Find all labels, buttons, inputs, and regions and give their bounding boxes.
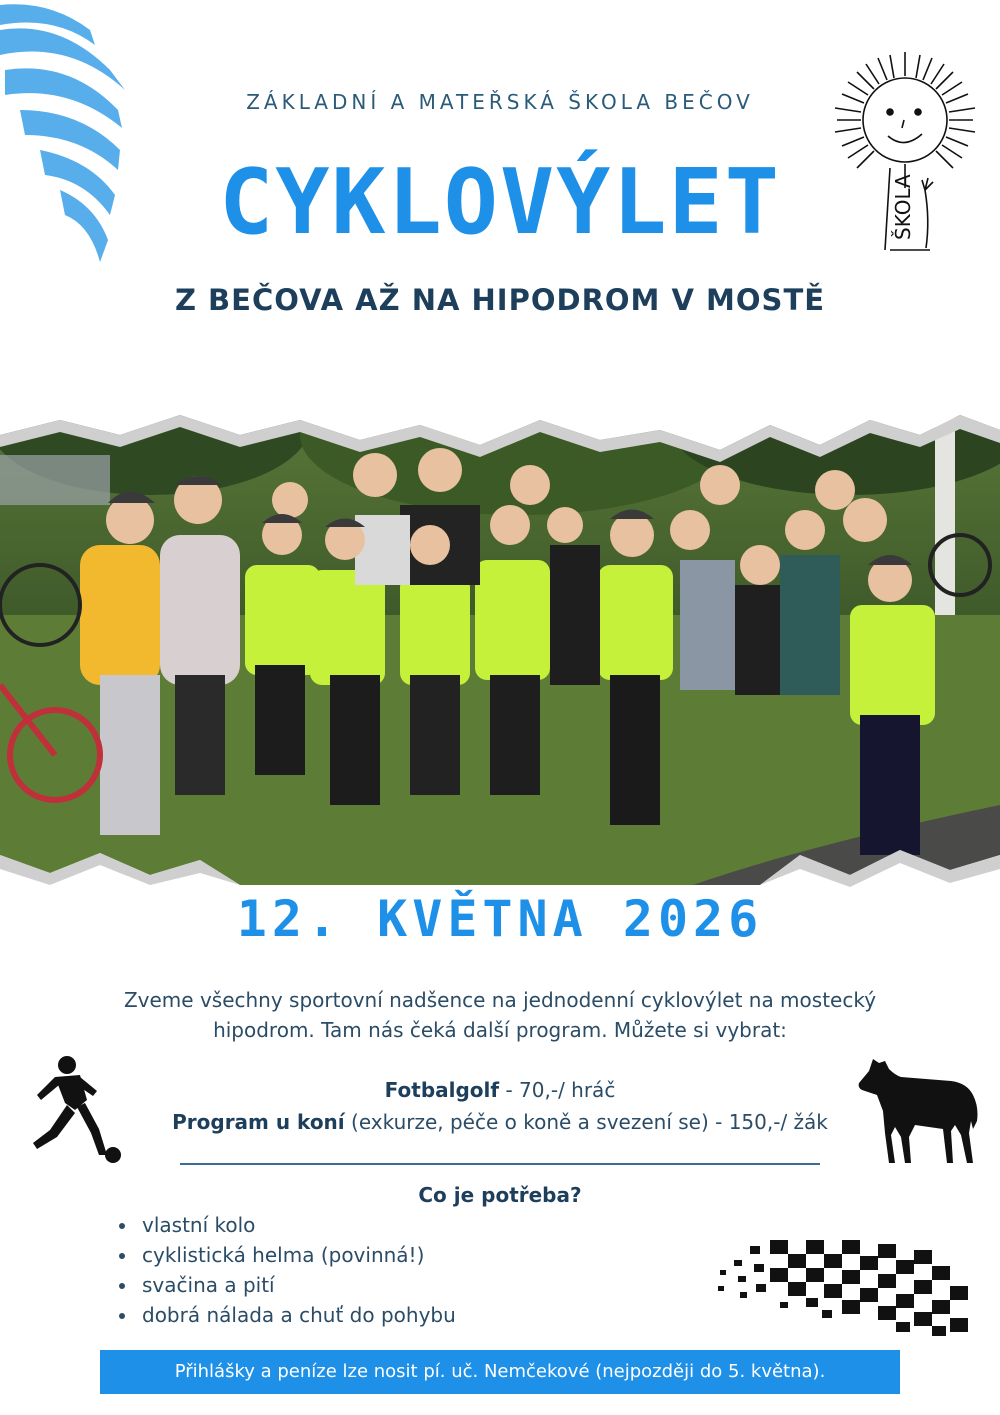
- list-item: • svačina a pití: [138, 1270, 456, 1300]
- school-name: ZÁKLADNÍ A MATEŘSKÁ ŠKOLA BEČOV: [246, 90, 754, 114]
- program-detail: (exkurze, péče o koně a svezení se) - 150,-/ žák: [344, 1110, 828, 1134]
- intro-text: Zveme všechny sportovní nadšence na jednodenní cyklovýlet na mostecký hipodrom. Tam nás čeká další program. Můžete si vybrat:: [123, 988, 877, 1042]
- program-option: [120, 1106, 880, 1138]
- soccer-player-icon: [25, 1055, 125, 1170]
- needs-title: Co je potřeba?: [418, 1183, 582, 1207]
- logo-text: ŠKOLA: [891, 174, 915, 240]
- page-subtitle: Z BEČOVA AŽ NA HIPODROM V MOSTĚ: [174, 283, 826, 317]
- list-item: • dobrá nálada a chuť do pohybu: [138, 1300, 456, 1330]
- needs-list: [110, 1210, 456, 1330]
- footer-banner: Přihlášky a peníze lze nosit pí. uč. Nemčekové (nejpozději do 5. května).: [100, 1350, 900, 1394]
- group-photo: [0, 385, 1000, 905]
- divider: [180, 1163, 820, 1165]
- list-item: • vlastní kolo: [138, 1210, 456, 1240]
- program-detail: - 70,-/ hráč: [499, 1078, 616, 1102]
- page-title: CYKLOVÝLET: [219, 150, 781, 255]
- program-options: [120, 1074, 880, 1138]
- program-name: Fotbalgolf: [384, 1078, 500, 1102]
- list-item: • cyklistická helma (povinná!): [138, 1240, 456, 1270]
- program-option: [120, 1074, 880, 1106]
- checkered-flag-icon: [710, 1240, 980, 1340]
- program-name: Program u koní: [172, 1110, 345, 1134]
- event-date: 12. KVĚTNA 2026: [236, 890, 764, 948]
